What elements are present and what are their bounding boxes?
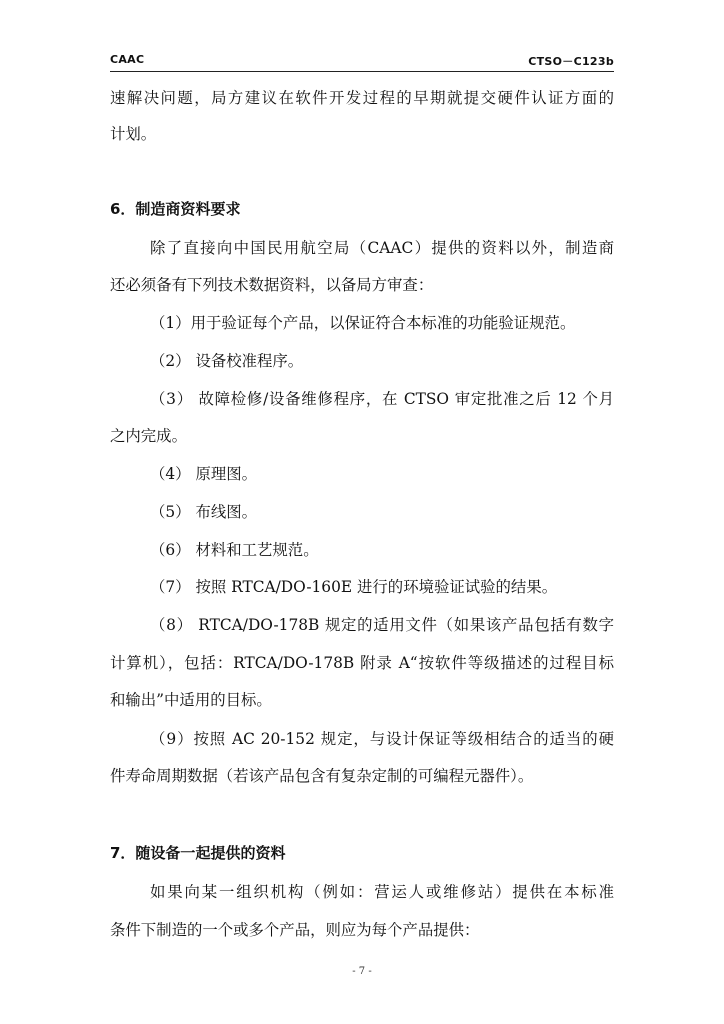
body-line: 计划。 bbox=[110, 125, 157, 143]
page-number: - 7 - bbox=[352, 966, 372, 977]
body-line: 除了直接向中国民用航空局（CAAC）提供的资料以外，制造商 bbox=[150, 239, 614, 257]
body-line: 件寿命周期数据（若该产品包含有复杂定制的可编程元器件）。 bbox=[110, 767, 534, 785]
list-item-1: （1）用于验证每个产品，以保证符合本标准的功能验证规范。 bbox=[150, 314, 576, 332]
page-header bbox=[110, 53, 614, 67]
body-line: 还必须备有下列技术数据资料，以备局方审查： bbox=[110, 276, 434, 294]
body-line: 计算机），包括：RTCA/DO-178B 附录 A“按软件等级描述的过程目标 bbox=[110, 654, 614, 672]
list-item-4: （4） 原理图。 bbox=[150, 465, 258, 483]
section-heading-7: 7．随设备一起提供的资料 bbox=[110, 844, 286, 862]
list-item-5: （5） 布线图。 bbox=[150, 503, 258, 521]
body-line: 之内完成。 bbox=[110, 427, 187, 445]
list-item-2: （2） 设备校准程序。 bbox=[150, 352, 304, 370]
list-item-7: （7） 按照 RTCA/DO-160E 进行的环境验证试验的结果。 bbox=[150, 578, 558, 596]
body-line: 速解决问题，局方建议在软件开发过程的早期就提交硬件认证方面的 bbox=[110, 89, 614, 107]
list-item-9: （9）按照 AC 20-152 规定，与设计保证等级相结合的适当的硬 bbox=[150, 730, 614, 748]
list-item-8: （8） RTCA/DO-178B 规定的适用文件（如果该产品包括有数字 bbox=[150, 616, 614, 634]
list-item-6: （6） 材料和工艺规范。 bbox=[150, 541, 319, 559]
header-org: CAAC bbox=[110, 53, 145, 66]
header-divider bbox=[110, 71, 614, 72]
body-line: 条件下制造的一个或多个产品，则应为每个产品提供： bbox=[110, 921, 480, 939]
body-line: 如果向某一组织机构（例如：营运人或维修站）提供在本标准 bbox=[150, 883, 614, 901]
section-heading-6: 6．制造商资料要求 bbox=[110, 200, 241, 218]
body-line: 和输出”中适用的目标。 bbox=[110, 691, 272, 709]
header-doc-id: CTSO－C123b bbox=[528, 55, 614, 68]
list-item-3: （3） 故障检修/设备维修程序，在 CTSO 审定批准之后 12 个月 bbox=[150, 390, 614, 408]
